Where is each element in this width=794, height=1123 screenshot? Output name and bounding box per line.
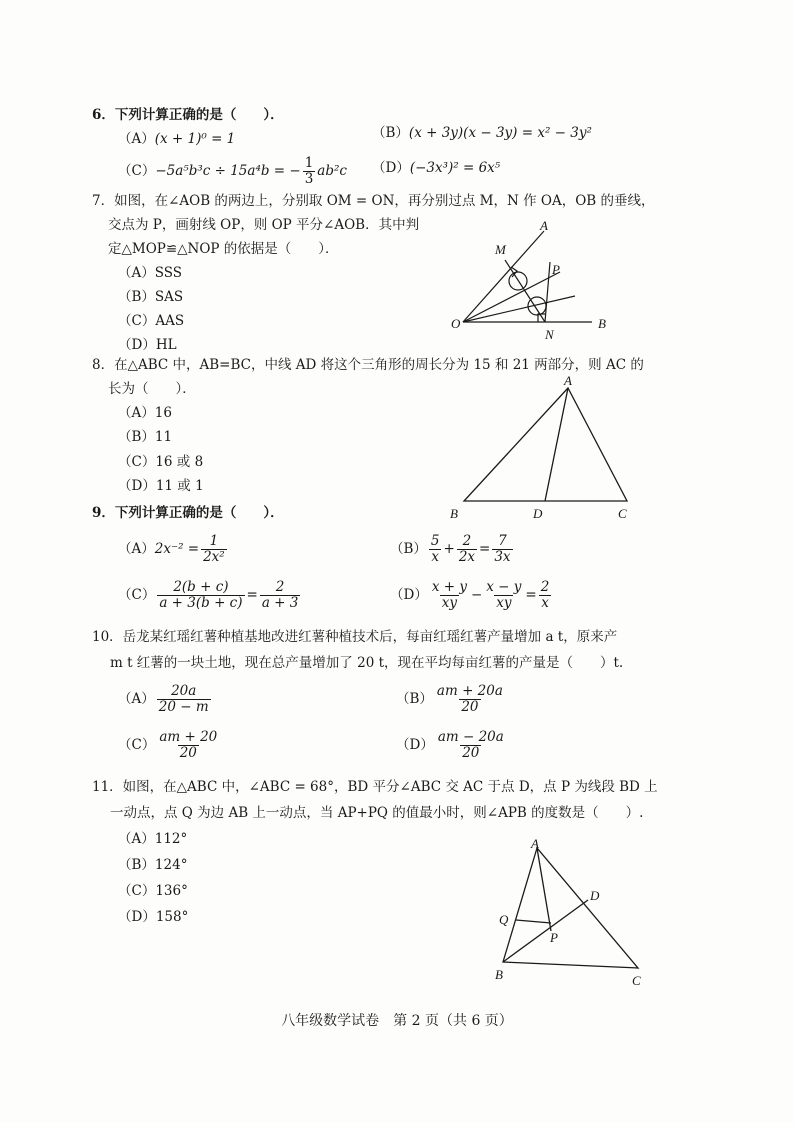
q9-d-n3: 2 (540, 579, 550, 595)
q10-b-den: 20 (461, 699, 479, 715)
q11-label-a: A (531, 836, 539, 851)
q7-label-b: B (598, 316, 606, 331)
q10-d-label: （D） (396, 737, 434, 753)
q6-a-expr: (x + 1)⁰ = 1 (154, 131, 236, 147)
q9-b-n2: 2 (462, 533, 472, 549)
q10-line1: 10．岳龙某红瑶红薯种植基地改进红薯种植技术后，每亩红瑶红薯产量增加 a t，原来产 (92, 629, 618, 645)
q11-triangle-abc (503, 848, 638, 968)
q9-b-label: （B） (390, 541, 427, 557)
q10-b-num: am + 20a (436, 683, 503, 699)
q7-option-d: （D）HL (118, 337, 177, 353)
q9-b-eq: = (479, 541, 491, 557)
q9-c-eq: = (246, 587, 258, 603)
q9-c-d2: a + 3 (261, 595, 299, 611)
q8-label-a: A (564, 373, 572, 388)
q10-line2: m t 红薯的一块土地，现在总产量增加了 20 t，现在平均每亩红薯的产量是（ ）t. (110, 655, 624, 671)
q11-label-c: C (632, 973, 641, 988)
q9-c-n1: 2(b + c) (173, 579, 229, 595)
q8-label-b: B (450, 506, 458, 521)
q8-option-c: （C）16 或 8 (118, 454, 204, 470)
q9-d-n2: x − y (486, 579, 522, 595)
q9-b-d2: 2x (458, 549, 476, 565)
q7-line1: 7．如图，在∠AOB 的两边上，分别取 OM = ON，再分别过点 M，N 作 OA，OB 的垂线， (92, 193, 655, 209)
q6-a-label: （A） (118, 131, 155, 147)
q6-d-label: （D） (372, 160, 410, 176)
q9-c-n2: 2 (275, 579, 285, 595)
q6-c-lhs: −5a⁵b³c ÷ 15a⁴b = − (155, 163, 301, 179)
q9-d-d3: x (541, 595, 549, 611)
q11-label-d: D (590, 888, 600, 903)
q11-line2: 一动点，点 Q 为边 AB 上一动点，当 AP+PQ 的值最小时，则∠APB 的度数是（ ）. (110, 805, 644, 821)
q6-stem: 6．下列计算正确的是（ ）． (92, 107, 284, 123)
q10-a-label: （A） (118, 691, 155, 707)
q7-option-b: （B）SAS (118, 289, 184, 305)
q10-c-num: am + 20 (159, 729, 218, 745)
q7-option-a: （A）SSS (118, 265, 183, 281)
q9-b-d3: 3x (494, 549, 511, 565)
q9-b-d1: x (431, 549, 440, 565)
q6-b-label: （B） (372, 125, 409, 141)
q10-d-num: am − 20a (437, 729, 504, 745)
q8-line1: 8．在△ABC 中，AB=BC，中线 AD 将这个三角形的周长分为 15 和 21 两部分，则 AC 的 (92, 357, 644, 373)
q9-d-eq: = (525, 587, 537, 603)
q6-c-num: 1 (304, 155, 314, 171)
q6-d-expr: (−3x³)² = 6x⁵ (409, 160, 501, 176)
q9-c-label: （C） (118, 587, 156, 603)
q9-d-d2: xy (496, 595, 512, 611)
q9-d-d1: xy (441, 595, 458, 611)
q7-line2: 交点为 P，画射线 OP，则 OP 平分∠AOB．其中判 (108, 217, 420, 233)
q7-label-a: A (540, 218, 548, 233)
q11-label-p: P (550, 930, 558, 945)
q10-c-den: 20 (179, 745, 197, 761)
q9-a-label: （A） (118, 541, 155, 557)
q9-d-n1: x + y (431, 579, 467, 595)
q6-c-rhs: ab²c (317, 163, 347, 179)
q9-a-den: 2x² (203, 549, 225, 565)
q10-a-num: 20a (171, 683, 197, 699)
q9-c-d1: a + 3(b + c) (159, 595, 243, 611)
q6-b-expr: (x + 3y)(x − 3y) = x² − 3y² (408, 125, 592, 141)
q7-label-p: P (552, 262, 560, 277)
q8-line2: 长为（ ）． (108, 381, 196, 397)
q11-line1: 11．如图，在△ABC 中，∠ABC = 68°，BD 平分∠ABC 交 AC 于点 D，点 P 为线段 BD 上 (92, 779, 658, 795)
q9-b-n1: 5 (430, 533, 440, 549)
q9-b-n3: 7 (498, 533, 507, 549)
q8-option-b: （B）11 (118, 429, 173, 445)
q9-stem: 9．下列计算正确的是（ ）． (92, 505, 284, 521)
q7-line3: 定△MOP≌△NOP 的依据是（ ）． (108, 241, 339, 257)
q11-segment-pq (516, 920, 551, 923)
q7-label-m: M (495, 242, 506, 257)
q11-option-b: （B）124° (118, 857, 188, 873)
q11-option-c: （C）136° (118, 883, 188, 899)
q10-b-label: （B） (396, 691, 433, 707)
q7-label-o: O (451, 316, 461, 331)
q11-label-b: B (495, 967, 503, 982)
q9-d-label: （D） (390, 587, 428, 603)
q9-d-op: − (470, 587, 483, 603)
q8-option-a: （A）16 (118, 405, 172, 421)
q11-segment-ap (537, 848, 551, 931)
q10-d-den: 20 (462, 745, 480, 761)
q7-label-n: N (545, 327, 554, 342)
q9-a-lhs: 2x⁻² = (154, 541, 200, 557)
page-footer: 八年级数学试卷 第 2 页（共 6 页） (281, 1013, 513, 1029)
q10-c-label: （C） (118, 737, 156, 753)
q8-option-d: （D）11 或 1 (118, 478, 204, 494)
q8-label-c: C (618, 506, 627, 521)
q10-a-den: 20 − m (158, 699, 209, 715)
q7-option-c: （C）AAS (118, 313, 185, 329)
q11-option-a: （A）112° (118, 831, 188, 847)
q11-option-d: （D）158° (118, 909, 189, 925)
q9-b-op: + (443, 541, 455, 557)
q6-c-den: 3 (304, 171, 314, 187)
q11-bisector-bd (503, 900, 588, 962)
q11-label-q: Q (499, 912, 509, 927)
q8-label-d: D (533, 506, 543, 521)
q9-a-num: 1 (209, 533, 219, 549)
q6-c-label: （C） (118, 163, 156, 179)
